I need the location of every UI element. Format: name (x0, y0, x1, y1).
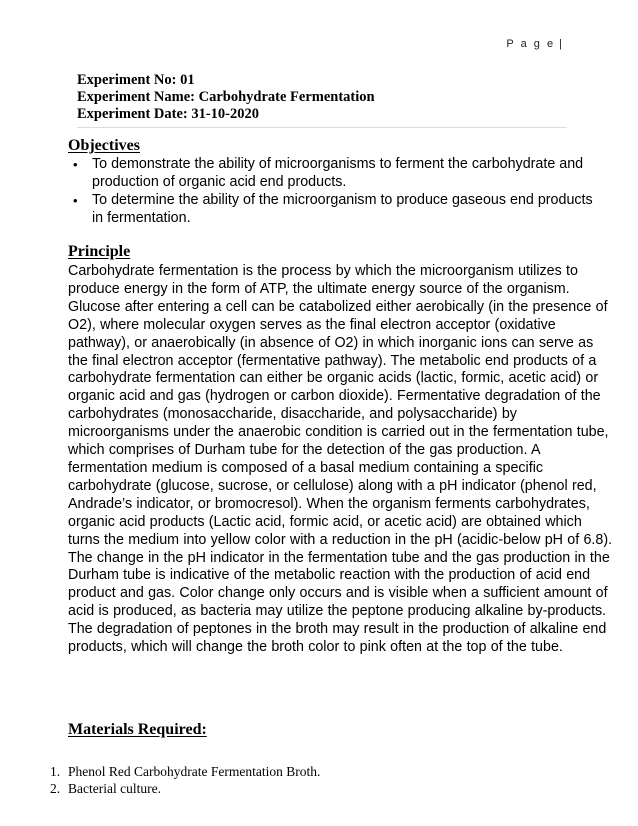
materials-item-text: Bacterial culture. (68, 781, 161, 796)
objectives-list (66, 156, 606, 228)
principle-heading: Principle (68, 243, 131, 260)
experiment-number: Experiment No: 01 (77, 72, 195, 88)
page-label: P a g e (506, 38, 556, 50)
objectives-heading: Objectives (68, 137, 140, 154)
materials-item (50, 780, 320, 797)
experiment-date: Experiment Date: 31-10-2020 (77, 106, 260, 122)
page-header (506, 38, 562, 50)
principle-paragraph: Carbohydrate fermentation is the process by which the microorganism utilizes to produce energy in the form of ATP, the ultimate energy source of the organism. Glucose after entering a cell can be catabolized either aerobically (in the presence of O2), where molecular oxygen serves as the final electron acceptor (oxidative pathway), or anaerobically (in absence of O2) in which inorganic ions can serve as the final electron acceptor (fermentative pathway). The metabolic end products of a carbohydrate fermentation can either be organic acids (lactic, formic, acetic acid) or organic acid and gas (hydrogen or carbon dioxide). Fermentative degradation of the carbohydrates (monosaccharide, disaccharide, and polysaccharide) by microorganisms under the anaerobic condition is carried out in the fermentation tube, which comprises of Durham tube for the detection of the gas production. A fermentation medium is composed of a basal medium containing a specific carbohydrate (glucose, sucrose, or cellulose) along with a pH indicator (phenol red, Andrade’s indicator, or bromocresol). When the organism ferments carbohydrates, organic acid products (Lactic acid, formic acid, or acetic acid) are obtained which turns the medium into yellow color with a reduction in the pH (acidic-below pH of 6.8). The change in the pH indicator in the fermentation tube and the gas production in the Durham tube is indicative of the metabolic reaction with the production of acid end product and gas. Color change only occurs and is visible when a sufficient amount of acid is produced, as bacteria may utilize the peptone producing alkaline by-products. The degradation of peptones in the broth may result in the production of alkaline end products, which will change the broth color to pink often at the top of the tube. (68, 263, 613, 656)
materials-item (50, 763, 320, 780)
experiment-name: Experiment Name: Carbohydrate Fermentation (77, 89, 375, 105)
objective-item: • To determine the ability of the microorganism to produce gaseous end products in fermentation. (66, 192, 606, 228)
materials-item-number: 1. (50, 764, 61, 779)
materials-item-text: Phenol Red Carbohydrate Fermentation Broth. (68, 764, 321, 779)
page-separator: | (559, 38, 562, 50)
objective-item: • To demonstrate the ability of microorganisms to ferment the carbohydrate and production of organic acid end products. (66, 156, 606, 192)
materials-list (50, 763, 320, 797)
materials-item-number: 2. (50, 781, 61, 796)
experiment-info (77, 72, 567, 128)
materials-heading: Materials Required: (68, 721, 207, 738)
